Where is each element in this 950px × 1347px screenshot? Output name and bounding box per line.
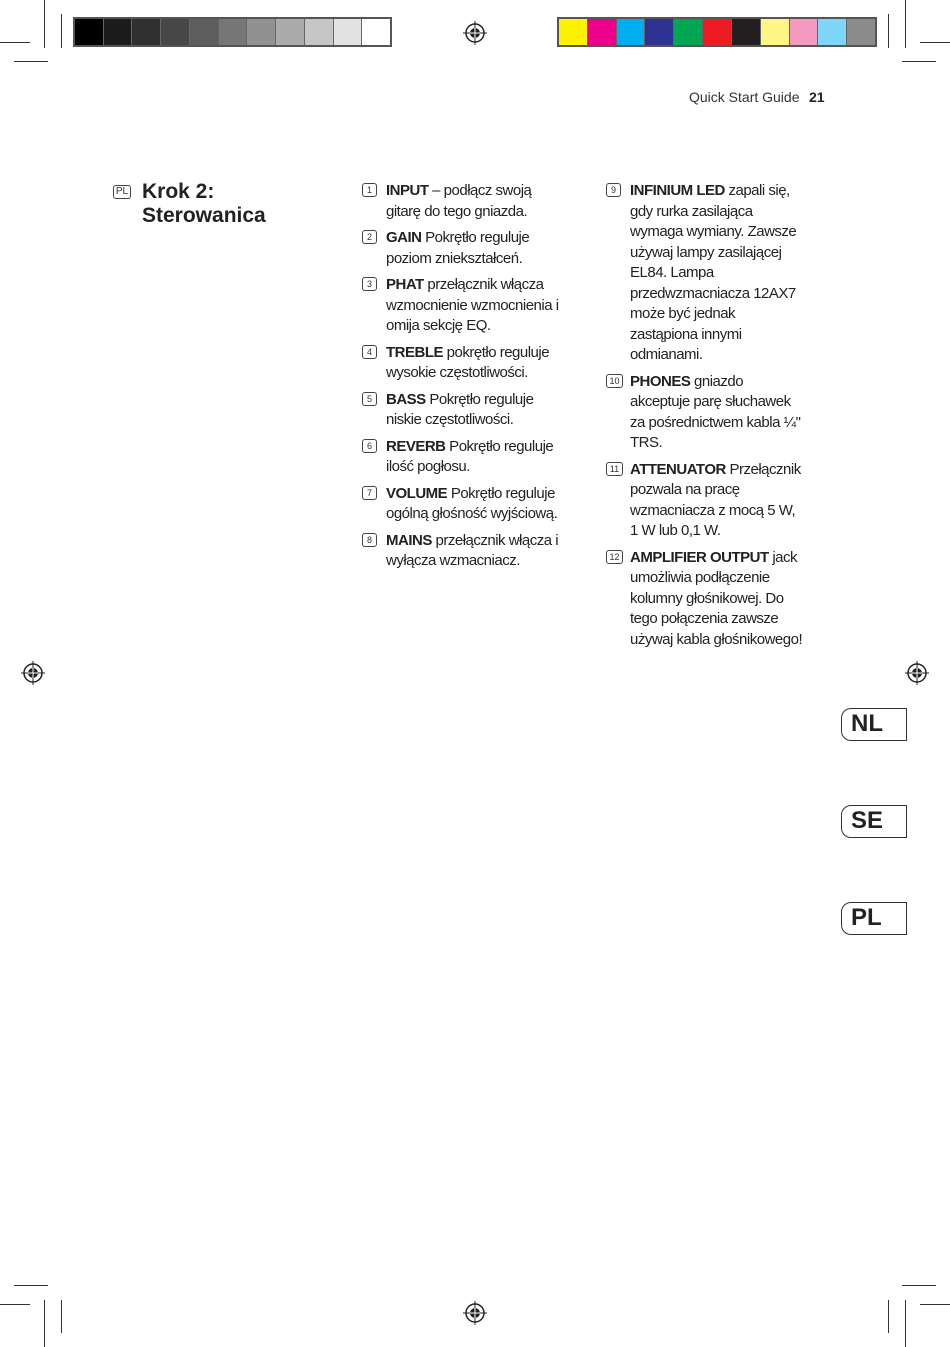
color-swatch — [732, 19, 761, 45]
crop-mark — [0, 1304, 30, 1305]
color-swatch — [703, 19, 732, 45]
color-swatch — [104, 19, 133, 45]
item-keyword: BASS — [386, 390, 426, 408]
list-item — [362, 343, 562, 384]
color-swatch — [219, 19, 248, 45]
crop-mark — [14, 61, 48, 62]
item-keyword: REVERB — [386, 437, 446, 455]
heading-line-1: Krok 2: — [142, 180, 215, 203]
page-number: 21 — [809, 89, 825, 105]
list-item — [606, 372, 806, 454]
color-swatch — [276, 19, 305, 45]
list-item — [362, 484, 562, 525]
registration-mark-icon — [463, 21, 487, 45]
language-tab-se[interactable]: SE — [841, 805, 907, 838]
item-text: zapali się, gdy rurka zasilająca wymaga wymiany. Zawsze używaj lampy zasilającej EL84. Lampa przedwzmacniacza 12AX7 może być jednak zastąpiona innymi odmianami. — [630, 182, 797, 363]
item-text: przełącznik włącza i wyłącza wzmacniacz. — [386, 531, 559, 569]
grayscale-color-bar — [73, 17, 392, 47]
color-swatch — [588, 19, 617, 45]
item-number: 2 — [362, 230, 377, 244]
language-tab-pl[interactable]: PL — [841, 902, 907, 935]
item-keyword: PHAT — [386, 276, 424, 293]
color-swatch — [617, 19, 646, 45]
item-text: pokrętło reguluje wysokie częstotliwości. — [386, 343, 550, 381]
crop-mark — [905, 1300, 906, 1347]
color-swatch — [132, 19, 161, 45]
crop-mark — [902, 1285, 936, 1286]
item-text: Pokrętło reguluje ilość pogłosu. — [386, 437, 554, 475]
item-number: 7 — [362, 486, 377, 500]
guide-title: Quick Start Guide — [689, 89, 800, 105]
registration-mark-icon — [905, 661, 929, 685]
item-text: Pokrętło reguluje poziom zniekształceń. — [386, 229, 530, 267]
controls-column-2 — [606, 181, 806, 656]
crop-mark — [14, 1285, 48, 1286]
item-number: 12 — [606, 550, 623, 564]
item-number: 9 — [606, 183, 621, 197]
color-swatch — [818, 19, 847, 45]
item-keyword: MAINS — [386, 531, 432, 549]
color-swatch — [645, 19, 674, 45]
list-item — [606, 548, 806, 651]
color-swatch — [334, 19, 363, 45]
item-keyword: INPUT — [386, 182, 429, 199]
crop-mark — [61, 14, 62, 48]
section-heading — [142, 180, 266, 228]
color-swatch — [761, 19, 790, 45]
item-text: przełącznik włącza wzmocnienie wzmocnienia i omija sekcję EQ. — [386, 276, 559, 334]
list-item — [362, 181, 562, 222]
list-item — [362, 531, 562, 572]
item-number: 6 — [362, 439, 377, 453]
item-text: Przełącznik pozwala na pracę wzmacniacza z mocą 5 W, 1 W lub 0,1 W. — [630, 460, 801, 539]
color-swatch — [247, 19, 276, 45]
color-swatch — [847, 19, 875, 45]
crop-mark — [888, 14, 889, 48]
item-keyword: ATTENUATOR — [630, 460, 726, 478]
item-text: jack umożliwia podłączenie kolumny głośnikowej. Do tego połączenia zawsze używaj kabla głośnikowego! — [630, 548, 803, 648]
item-keyword: AMPLIFIER OUTPUT — [630, 548, 769, 566]
crop-mark — [920, 1304, 950, 1305]
list-item — [362, 275, 562, 337]
color-swatch — [305, 19, 334, 45]
heading-line-2: Sterowanica — [142, 204, 266, 227]
color-swatch — [190, 19, 219, 45]
list-item — [606, 460, 806, 542]
list-item — [606, 181, 806, 366]
item-text: Pokrętło reguluje ogólną głośność wyjściową. — [386, 484, 558, 522]
color-swatch — [559, 19, 588, 45]
item-text: Pokrętło reguluje niskie częstotliwości. — [386, 390, 534, 428]
item-text: – podłącz swoją gitarę do tego gniazda. — [386, 182, 532, 220]
crop-mark — [0, 42, 30, 43]
crop-mark — [920, 42, 950, 43]
item-number: 1 — [362, 183, 377, 197]
crop-mark — [905, 0, 906, 48]
registration-mark-icon — [21, 661, 45, 685]
item-number: 10 — [606, 374, 623, 388]
item-text: gniazdo akceptuje parę słuchawek za pośrednictwem kabla ¼" TRS. — [630, 372, 801, 451]
color-swatch — [790, 19, 819, 45]
item-number: 5 — [362, 392, 377, 406]
item-keyword: INFINIUM LED — [630, 182, 725, 199]
registration-mark-icon — [463, 1301, 487, 1325]
item-keyword: PHONES — [630, 372, 691, 390]
controls-column-1 — [362, 181, 562, 578]
color-swatch — [674, 19, 703, 45]
list-item — [362, 437, 562, 478]
item-keyword: GAIN — [386, 229, 422, 246]
color-swatch — [161, 19, 190, 45]
item-number: 11 — [606, 462, 623, 476]
list-item — [362, 390, 562, 431]
item-number: 4 — [362, 345, 377, 359]
language-tag: PL — [113, 185, 131, 199]
crop-mark — [61, 1300, 62, 1333]
list-item — [362, 228, 562, 269]
crop-mark — [44, 1300, 45, 1347]
crop-mark — [44, 0, 45, 48]
color-swatch — [362, 19, 390, 45]
color-swatch — [75, 19, 104, 45]
crop-mark — [902, 61, 936, 62]
item-number: 3 — [362, 277, 377, 291]
process-color-bar — [557, 17, 877, 47]
item-number: 8 — [362, 533, 377, 547]
crop-mark — [888, 1300, 889, 1333]
item-keyword: TREBLE — [386, 343, 443, 361]
item-keyword: VOLUME — [386, 484, 448, 502]
language-tab-nl[interactable]: NL — [841, 708, 907, 741]
